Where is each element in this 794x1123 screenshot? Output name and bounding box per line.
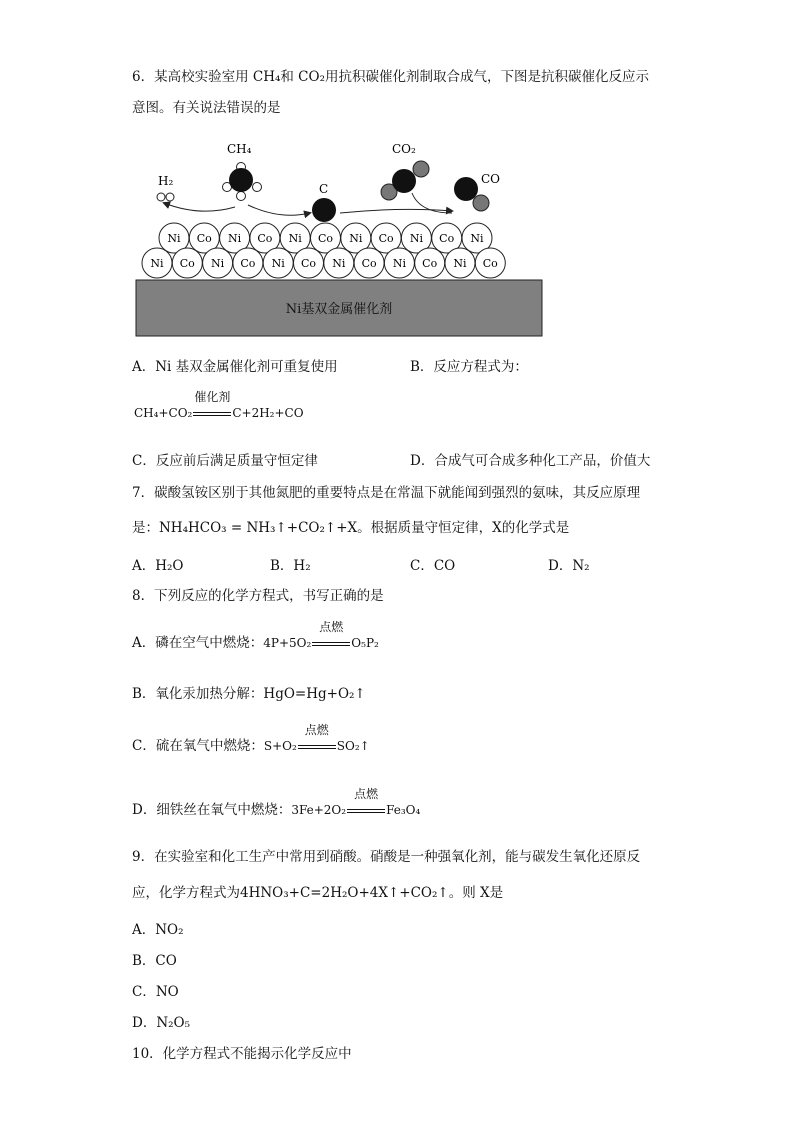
arrow-to-h2 <box>164 203 235 211</box>
catalyst-atom-label: Ni <box>349 232 363 245</box>
q9-option-b: B．CO <box>132 953 177 969</box>
q6-option-a: A．Ni 基双金属催化剂可重复使用 <box>132 359 338 375</box>
co-c-atom <box>454 177 478 201</box>
catalyst-atom-label: Ni <box>211 257 225 270</box>
ch4-h-atom <box>253 183 262 192</box>
q9-option-d: D．N₂O₅ <box>132 1015 191 1031</box>
catalyst-atom-label: Ni <box>271 257 285 270</box>
q6-option-d: D．合成气可合成多种化工产品，价值大 <box>410 453 651 469</box>
eq-right: C+2H₂+CO <box>232 406 304 420</box>
co2-o-atom <box>413 161 429 177</box>
catalyst-atom-label: Ni <box>228 232 242 245</box>
h2-atom <box>166 193 174 201</box>
catalyst-label: Ni基双金属催化剂 <box>285 302 393 317</box>
q8-option-a: A．磷在空气中燃烧：4P+5O₂ 点燃 O₅P₂ <box>132 620 379 651</box>
label-ch4: CH₄ <box>227 142 252 156</box>
eq-left: CH₄+CO₂ <box>134 406 193 420</box>
catalyst-atom-label: Co <box>179 257 195 270</box>
q8-option-c: C．硫在氧气中燃烧：S+O₂ 点燃 SO₂↑ <box>132 723 370 754</box>
q7-stem-line1: 7．碳酸氢铵区别于其他氮肥的重要特点是在常温下就能闻到强烈的氨味，其反应原理 <box>132 485 641 501</box>
catalyst-atom-label: Ni <box>409 232 423 245</box>
q7-option-d: D．N₂ <box>548 558 590 574</box>
co2-c-atom <box>392 169 416 193</box>
q9-stem-line2: 应，化学方程式为4HNO₃+C=2H₂O+4X↑+CO₂↑。则 X是 <box>132 885 504 901</box>
co-o-atom <box>473 195 489 211</box>
label-co: CO <box>481 172 501 186</box>
q9-option-a: A．NO₂ <box>132 922 184 938</box>
catalyst-atom-label: Co <box>439 232 455 245</box>
catalyst-atom-label: Ni <box>167 232 181 245</box>
q7-option-a: A．H₂O <box>132 558 184 574</box>
q8-option-b: B．氧化汞加热分解：HgO=Hg+O₂↑ <box>132 686 366 702</box>
catalyst-atom-label: Ni <box>470 232 484 245</box>
catalyst-atom-label: Ni <box>332 257 346 270</box>
catalyst-atom-label: Co <box>300 257 317 270</box>
q9-stem-line1: 9．在实验室和化工生产中常用到硝酸。硝酸是一种强氧化剂，能与碳发生氧化还原反 <box>132 849 641 865</box>
ch4-h-atom <box>237 192 246 201</box>
label-c: C <box>319 182 329 196</box>
q6-option-c: C．反应前后满足质量守恒定律 <box>132 453 318 469</box>
q6-stem-line2: 意图。有关说法错误的是 <box>132 100 281 116</box>
catalyst-atom-label: Co <box>378 232 394 245</box>
label-co2: CO₂ <box>392 142 416 156</box>
catalyst-diagram <box>130 135 550 345</box>
q7-option-c: C．CO <box>410 558 456 574</box>
h2-atom <box>157 193 165 201</box>
arrow-co2-down <box>412 193 452 213</box>
catalyst-atom-label: Co <box>196 232 212 245</box>
catalyst-atom-label: Co <box>361 257 377 270</box>
q9-option-c: C．NO <box>132 984 179 1000</box>
q6-equation <box>134 390 304 422</box>
c-atom <box>312 198 336 222</box>
catalyst-atom-label: Ni <box>392 257 406 270</box>
label-h2: H₂ <box>158 174 174 188</box>
q6-stem-line1: 6．某高校实验室用 CH₄和 CO₂用抗积碳催化剂制取合成气，下图是抗积碳催化反应示 <box>132 69 649 85</box>
arrow-to-c <box>248 205 310 215</box>
q8-stem: 8．下列反应的化学方程式，书写正确的是 <box>132 588 384 604</box>
catalyst-atom-label: Ni <box>150 257 164 270</box>
catalyst-atom-label: Co <box>257 232 273 245</box>
catalyst-atom-label: Co <box>240 257 256 270</box>
q6-option-b: B．反应方程式为： <box>410 359 528 375</box>
eq-condition: 催化剂 <box>193 404 231 422</box>
catalyst-atom-label: Ni <box>453 257 467 270</box>
catalyst-atom-label: Co <box>482 257 498 270</box>
catalyst-atom-label: Ni <box>288 232 302 245</box>
q8-option-d: D．细铁丝在氧气中燃烧：3Fe+2O₂ 点燃 Fe₃O₄ <box>132 787 421 818</box>
q7-option-b: B．H₂ <box>270 558 311 574</box>
catalyst-atom-label: Co <box>422 257 438 270</box>
catalyst-atom-label: Co <box>317 232 334 245</box>
q10-stem: 10．化学方程式不能揭示化学反应中 <box>132 1046 352 1062</box>
q7-stem-line2: 是：NH₄HCO₃ = NH₃↑+CO₂↑+X。根据质量守恒定律，X的化学式是 <box>132 520 570 536</box>
catalyst-row-top <box>159 223 492 253</box>
ch4-c-atom <box>229 168 253 192</box>
